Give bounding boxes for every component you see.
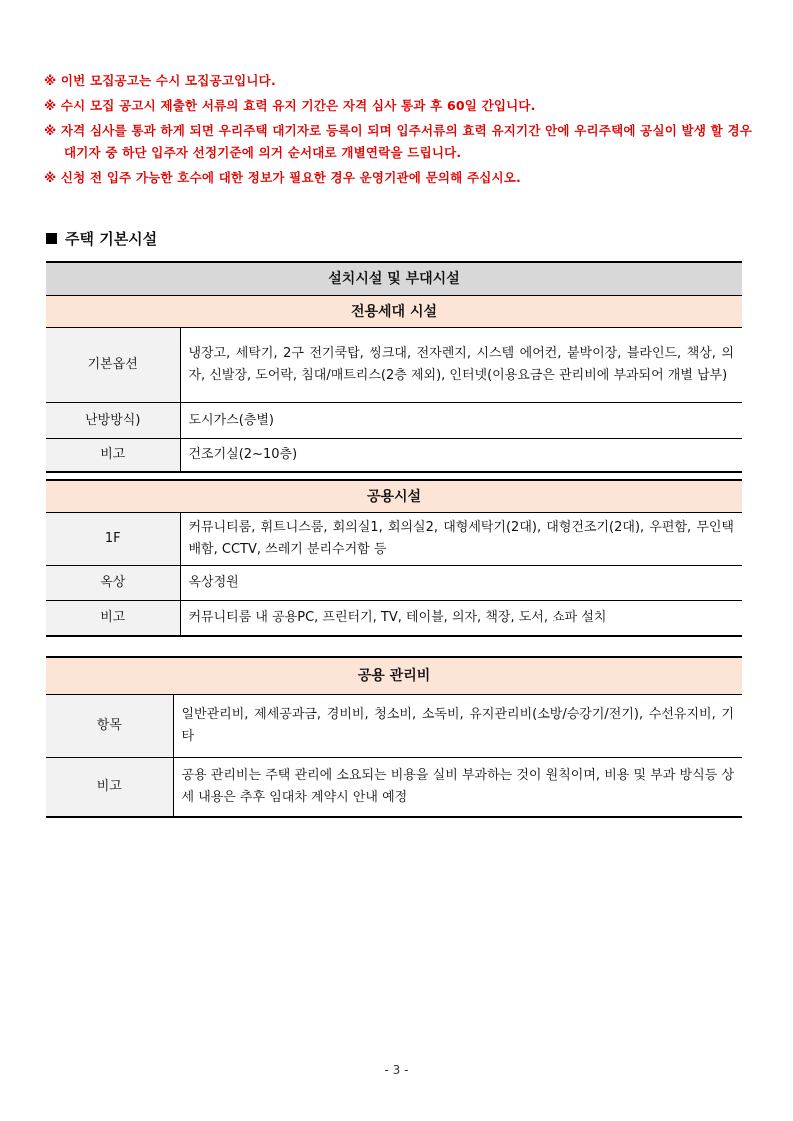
common-facilities-header: 공용시설 bbox=[46, 480, 742, 513]
table-row bbox=[46, 328, 742, 403]
section-title-text: 주택 기본시설 bbox=[65, 230, 158, 248]
common-fees-table bbox=[46, 656, 742, 818]
row-label: 1F bbox=[46, 513, 180, 566]
row-label: 기본옵션 bbox=[46, 328, 180, 403]
row-label: 항목 bbox=[46, 695, 173, 758]
section-title bbox=[46, 228, 157, 249]
table-row bbox=[46, 439, 742, 473]
row-label: 옥상 bbox=[46, 566, 180, 601]
row-value: 옥상정원 bbox=[180, 566, 742, 601]
row-label: 비고 bbox=[46, 601, 180, 637]
row-value: 공용 관리비는 주택 관리에 소요되는 비용을 실비 부과하는 것이 원칙이며, 비용 및 부과 방식등 상세 내용은 추후 임대차 계약시 안내 예정 bbox=[173, 758, 742, 818]
facilities-main-header: 설치시설 및 부대시설 bbox=[46, 262, 742, 296]
row-value: 냉장고, 세탁기, 2구 전기쿡탑, 씽크대, 전자렌지, 시스템 에어컨, 붙박이장, 블라인드, 책상, 의자, 신발장, 도어락, 침대/매트리스(2층 제외), 인터넷(이용요금은 관리비에 부과되어 개별 납부) bbox=[180, 328, 742, 403]
notice-item: ※ 이번 모집공고는 수시 모집공고입니다. bbox=[44, 73, 276, 88]
notice-item: ※ 자격 심사를 통과 하게 되면 우리주택 대기자로 등록이 되며 입주서류의 효력 유지기간 안에 우리주택에 공실이 발생 할 경우 대기자 중 하단 입주자 선정기준에 의거 순서대로 개별연락을 드립니다. bbox=[44, 123, 753, 160]
row-label: 비고 bbox=[46, 439, 180, 473]
page-number: - 3 - bbox=[384, 1063, 409, 1077]
table-row bbox=[46, 601, 742, 637]
square-bullet-icon bbox=[46, 233, 57, 244]
table-row bbox=[46, 566, 742, 601]
table-row bbox=[46, 695, 742, 758]
row-value: 커뮤니티룸, 휘트니스룸, 회의실1, 회의실2, 대형세탁기(2대), 대형건조기(2대), 우편함, 무인택배함, CCTV, 쓰레기 분리수거함 등 bbox=[180, 513, 742, 566]
common-facilities-table bbox=[46, 479, 742, 637]
row-label: 난방방식) bbox=[46, 403, 180, 439]
row-label: 비고 bbox=[46, 758, 173, 818]
row-value: 일반관리비, 제세공과금, 경비비, 청소비, 소독비, 유지관리비(소방/승강기/전기), 수선유지비, 기타 bbox=[173, 695, 742, 758]
facilities-private-table bbox=[46, 261, 742, 473]
table-row bbox=[46, 403, 742, 439]
table-row bbox=[46, 758, 742, 818]
notice-item: ※ 수시 모집 공고시 제출한 서류의 효력 유지 기간은 자격 심사 통과 후 60일 간입니다. bbox=[44, 98, 536, 113]
notice-item: ※ 신청 전 입주 가능한 호수에 대한 정보가 필요한 경우 운영기관에 문의해 주십시오. bbox=[44, 170, 521, 185]
notice-list bbox=[44, 70, 756, 192]
private-facilities-header: 전용세대 시설 bbox=[46, 296, 742, 328]
table-row bbox=[46, 513, 742, 566]
row-value: 도시가스(층별) bbox=[180, 403, 742, 439]
row-value: 커뮤니티룸 내 공용PC, 프린터기, TV, 테이블, 의자, 책장, 도서, 쇼파 설치 bbox=[180, 601, 742, 637]
common-fees-header: 공용 관리비 bbox=[46, 657, 742, 695]
row-value: 건조기실(2~10층) bbox=[180, 439, 742, 473]
